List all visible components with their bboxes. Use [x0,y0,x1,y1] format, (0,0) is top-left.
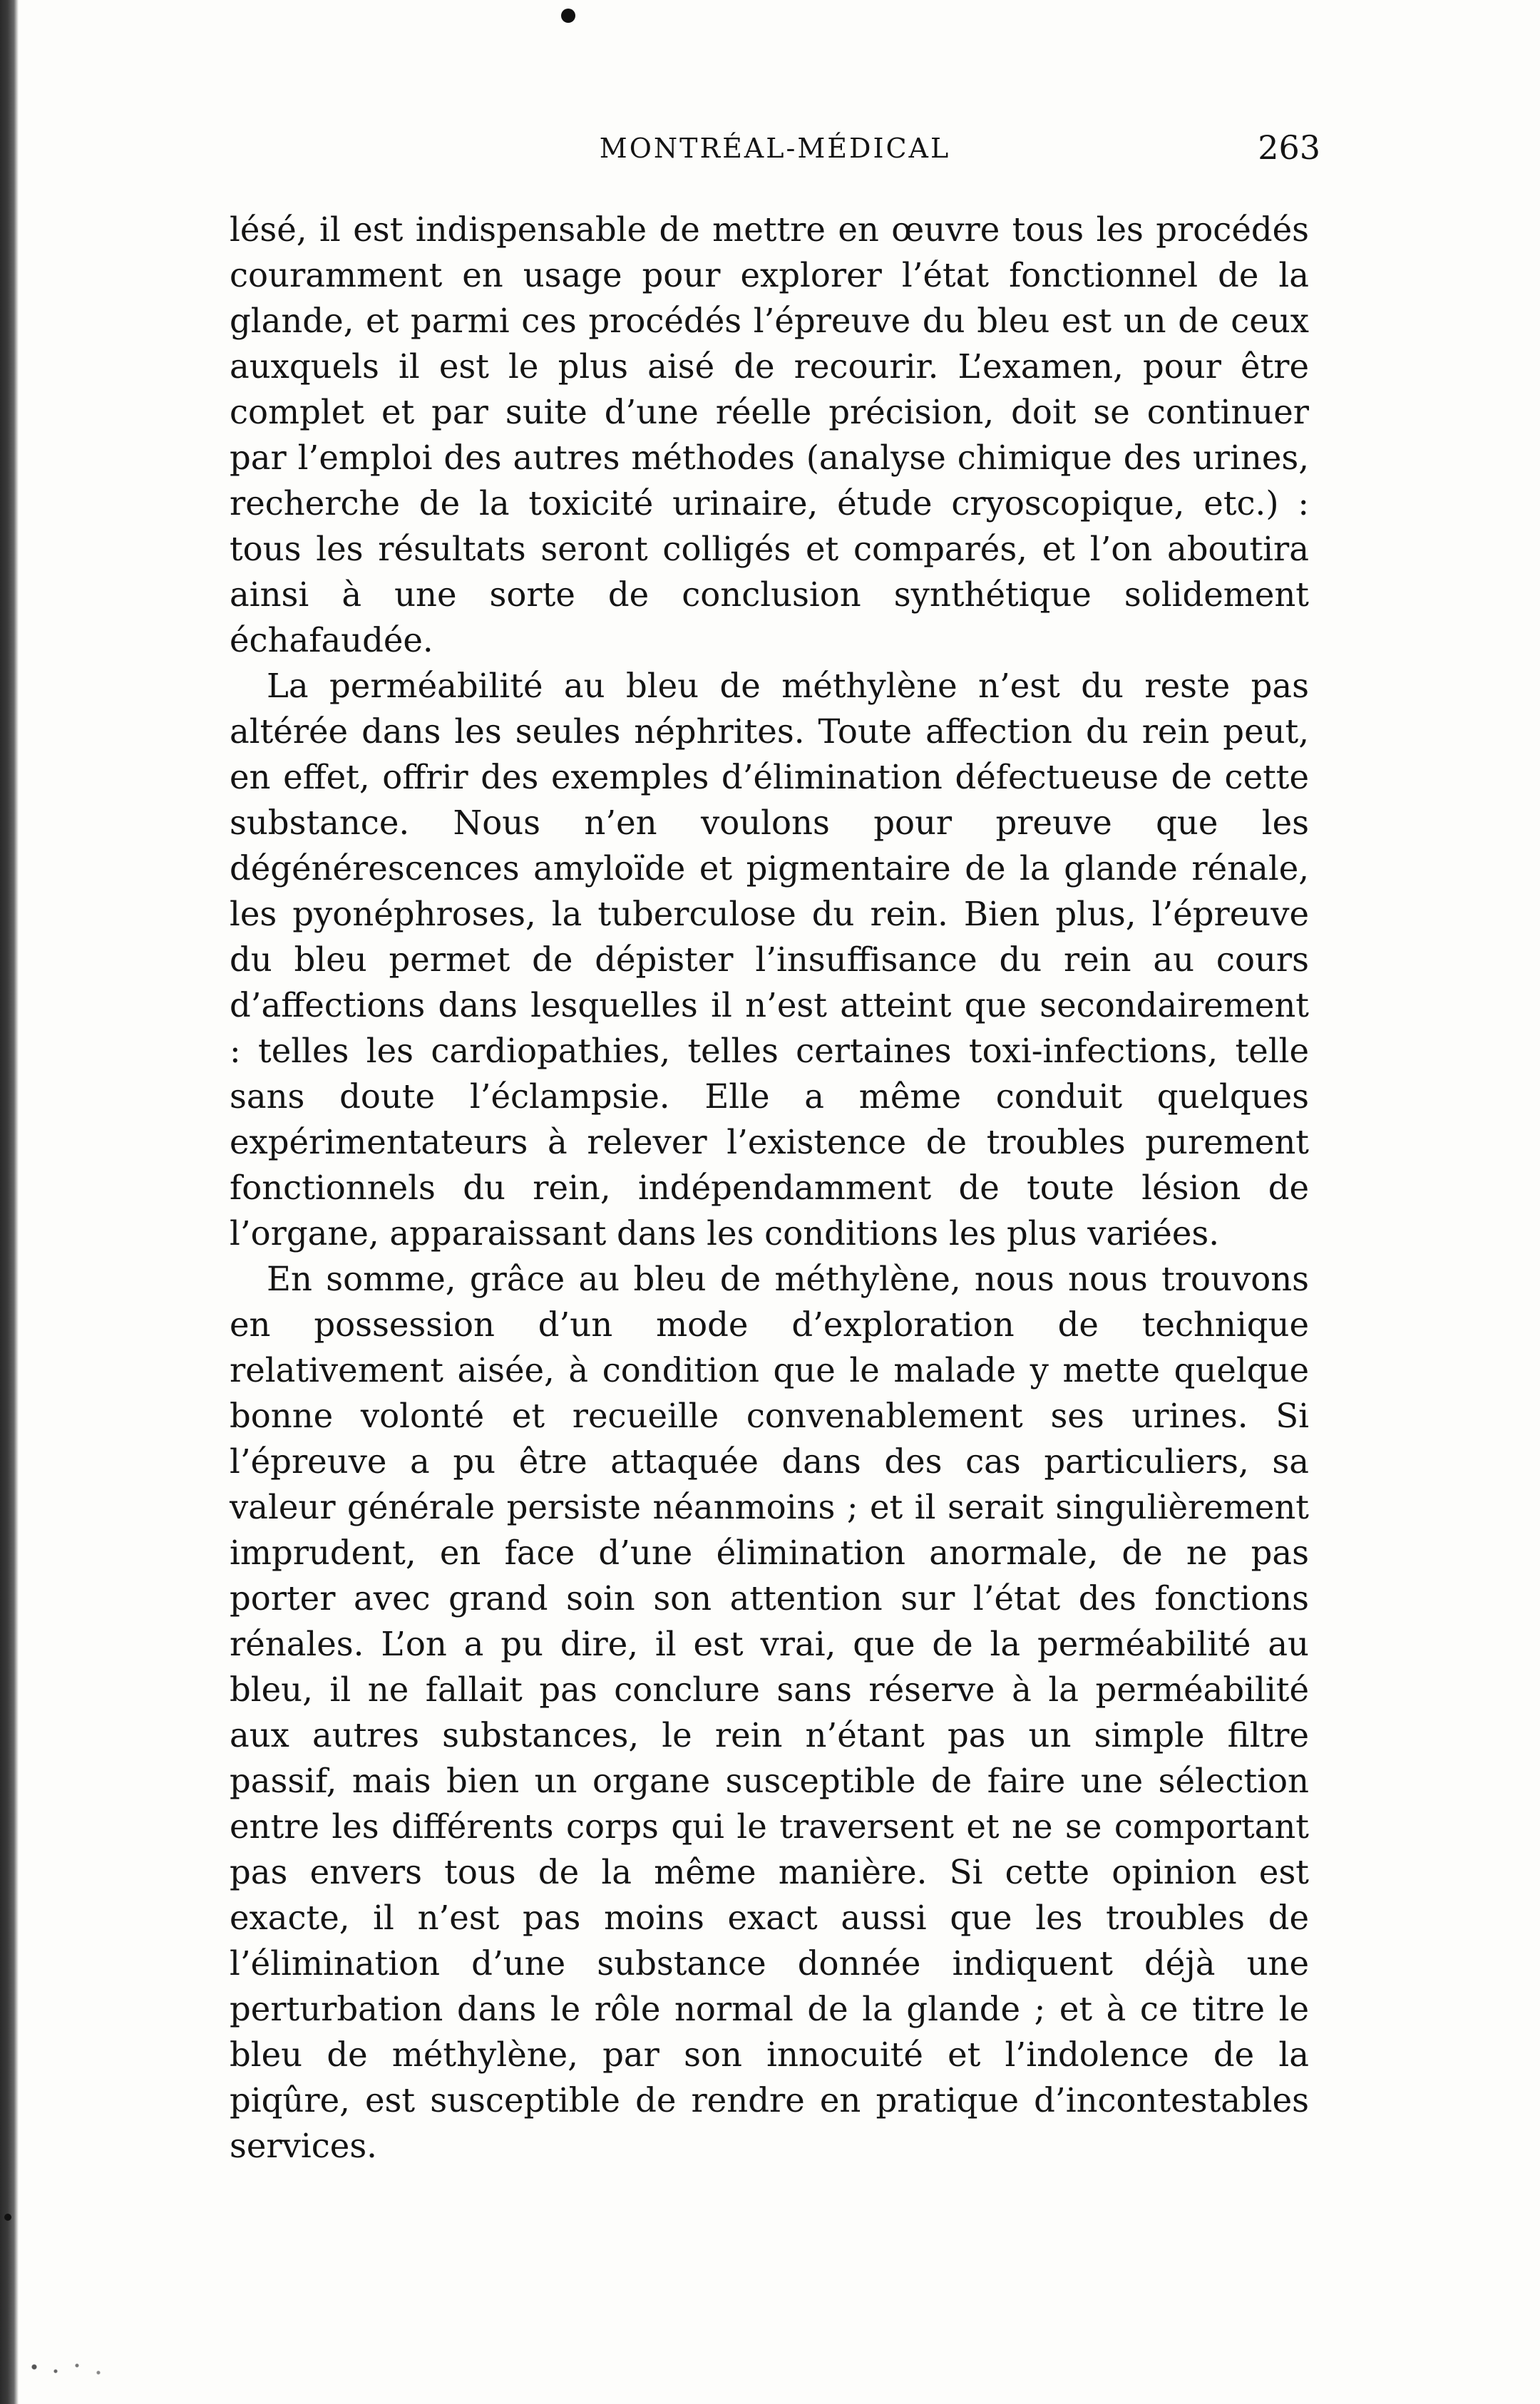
page-number: 263 [1258,128,1320,167]
paragraph-2: La perméabilité au bleu de méthylène n’est du reste pas altérée dans les seules néphrites. Toute affection du rein peut, en effet, offrir des exemples d’élimination défectueuse de cette substance. Nous n’en voulons pour preuve que les dégénérescences amyloïde et pigmentaire de la glande rénale, les pyonéphroses, la tuberculose du rein. Bien plus, l’épreuve du bleu permet de dépister l’insuffisance du rein au cours d’affections dans lesquelles il n’est atteint que secondairement : telles les cardiopathies, telles certaines toxi-infections, telle sans doute l’éclampsie. Elle a même conduit quelques expérimentateurs à relever l’existence de troubles purement fonctionnels du rein, indépendamment de toute lésion de l’organe, apparaissant dans les conditions les plus variées. [230,667,1309,1253]
binding-edge [0,0,19,2404]
scan-specks [27,2353,113,2381]
scan-dot-left [4,2214,11,2221]
scan-dot-top [561,9,575,23]
running-head: MONTRÉAL-MÉDICAL [599,133,951,164]
paragraph-1: lésé, il est indispensable de mettre en œuvre tous les procédés couramment en usage pour explorer l’état fonctionnel de la glande, et parmi ces procédés l’épreuve du bleu est un de ceux auxquels il est le plus aisé de recourir. L’examen, pour être complet et par suite d’une réelle précision, doit se continuer par l’emploi des autres méthodes (analyse chimique des urines, recherche de la toxicité urinaire, étude cryoscopique, etc.) : tous les résultats seront colligés et comparés, et l’on aboutira ainsi à une sorte de conclusion synthétique solidement échafaudée. [230,210,1309,659]
page-header [230,128,1320,185]
body-text [230,207,1309,2169]
paragraph-3: En somme, grâce au bleu de méthylène, nous nous trouvons en possession d’un mode d’exploration de technique relativement aisée, à condition que le malade y mette quelque bonne volonté et recueille convenablement ses urines. Si l’épreuve a pu être attaquée dans des cas particuliers, sa valeur générale persiste néanmoins ; et il serait singulièrement imprudent, en face d’une élimination anormale, de ne pas porter avec grand soin son attention sur l’état des fonctions rénales. L’on a pu dire, il est vrai, que de la perméabilité au bleu, il ne fallait pas conclure sans réserve à la perméabilité aux autres substances, le rein n’étant pas un simple filtre passif, mais bien un organe susceptible de faire une sélection entre les différents corps qui le traversent et ne se comportant pas envers tous de la même manière. Si cette opinion est exacte, il n’est pas moins exact aussi que les troubles de l’élimination d’une substance donnée indiquent déjà une perturbation dans le rôle normal de la glande ; et à ce titre le bleu de méthylène, par son innocuité et l’indolence de la piqûre, est susceptible de rendre en pratique d’incontestables services. [230,1260,1309,2165]
